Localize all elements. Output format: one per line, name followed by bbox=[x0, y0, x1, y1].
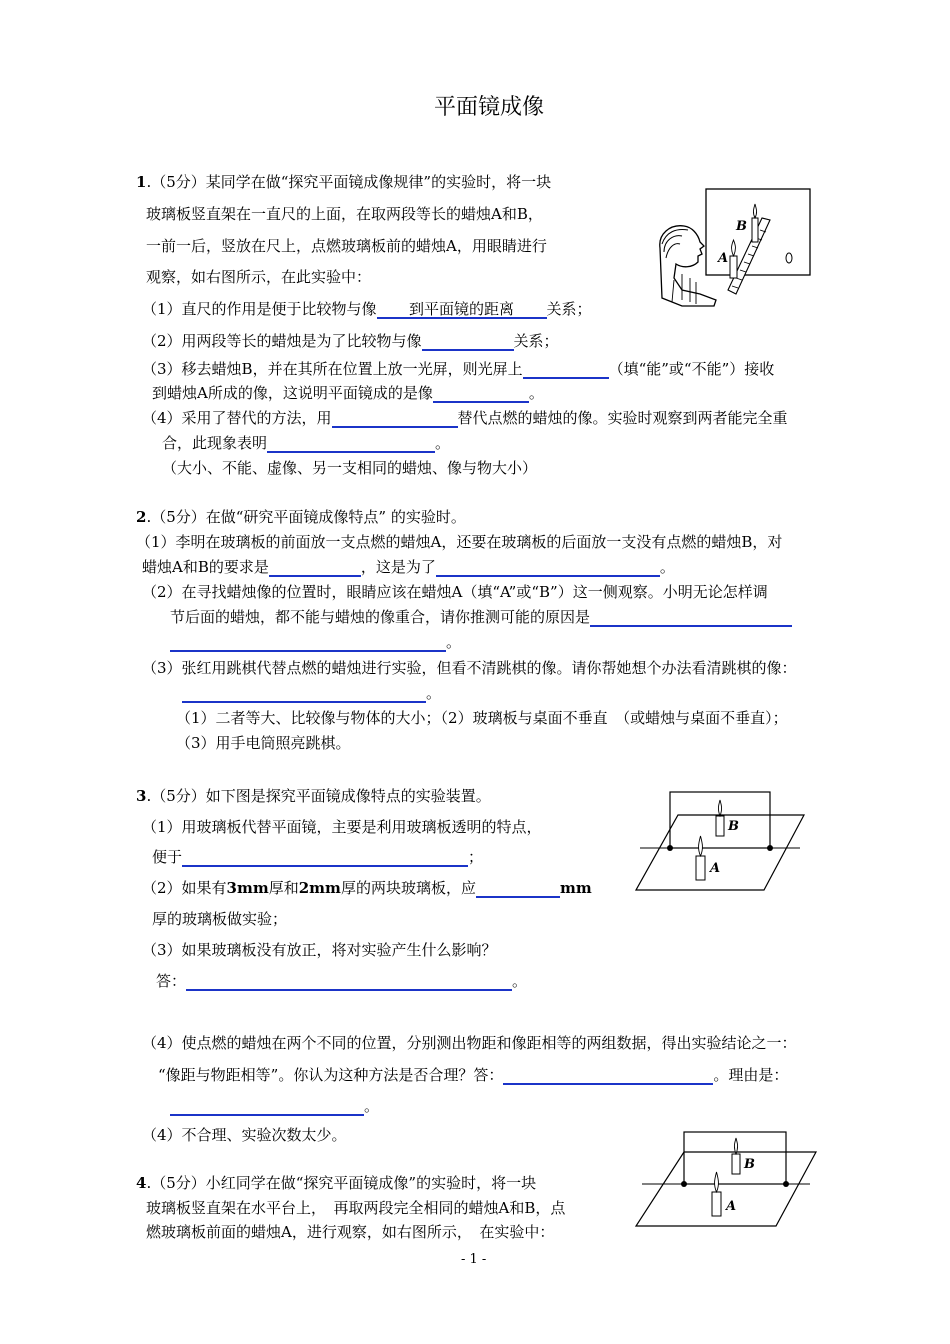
q1-part-1 bbox=[142, 299, 592, 319]
q1-part-4-end: 。 bbox=[435, 434, 451, 452]
q3-part-4-line-1: （4）使点燃的蜡烛在两个不同的位置，分别测出物距和像距相等的两组数据，得出实验结论之一： bbox=[142, 1034, 797, 1052]
q1-part-3-suffix: （填“能”或“不能”）接收 bbox=[608, 360, 775, 378]
q2-part-2-line-2 bbox=[170, 607, 792, 627]
q3-part-3-line-1: （3）如果玻璃板没有放正，将对实验产生什么影响？ bbox=[142, 941, 497, 959]
q2-part-2-end: 。 bbox=[446, 633, 462, 651]
q3-part-1-line-2 bbox=[152, 847, 483, 867]
q2-answer-line-1: （1）二者等大、比较像与物体的大小；（2）玻璃板与桌面不垂直 （或蜡烛与桌面不垂直）； bbox=[176, 709, 788, 727]
q1-part-4-line-2 bbox=[162, 433, 450, 453]
q1-stem-text-1: 某同学在做“探究平面镜成像规律”的实验时，将一块 bbox=[205, 173, 552, 191]
q1-part-4-prompt: （4）采用了替代的方法，用 bbox=[142, 409, 332, 427]
q4-stem-line-1: 4.（5分）小红同学在做“探究平面镜成像”的实验时，将一块 bbox=[136, 1174, 537, 1192]
q3-part-1-line-1: （1）用玻璃板代替平面镜，主要是利用玻璃板透明的特点， bbox=[142, 818, 542, 836]
q3-part-3-blank[interactable] bbox=[186, 971, 512, 991]
q1-answer: （大小、不能、虚像、另一支相同的蜡烛、像与物大小） bbox=[162, 459, 538, 477]
q2-part-1-blank-2[interactable] bbox=[436, 557, 660, 577]
q2-part-2-prompt: 节后面的蜡烛，都不能与蜡烛的像重合，请你推测可能的原因是 bbox=[170, 608, 591, 626]
q2-part-1-prompt: 蜡烛A和B的要求是 bbox=[142, 558, 269, 576]
q3-part-1-prompt: 便于 bbox=[152, 848, 183, 866]
q3-part-2-line-2: 厚的玻璃板做实验； bbox=[152, 910, 288, 928]
q1-stem-line-3: 一前一后，竖放在尺上，点燃玻璃板前的蜡烛A，用眼睛进行 bbox=[146, 237, 547, 255]
q1-part-2 bbox=[142, 331, 559, 351]
q1-part-3-blank-2[interactable] bbox=[433, 383, 529, 403]
q3-figure-label-b: B bbox=[728, 819, 739, 834]
page-title: 平面镜成像 bbox=[434, 95, 545, 120]
q1-part-1-prompt: （1）直尺的作用是便于比较物与像 bbox=[142, 300, 377, 318]
q2-score: （5分） bbox=[151, 508, 206, 526]
q3-part-2-text-2: 厚的两块玻璃板，应 bbox=[340, 879, 476, 897]
q1-part-1-answer-blank[interactable]: 到平面镜的距离 bbox=[377, 299, 547, 319]
q1-part-3-end: 。 bbox=[528, 384, 544, 402]
q3-part-2-thickness-2mm: 2mm bbox=[298, 879, 341, 897]
q3-part-4-line-2 bbox=[158, 1065, 788, 1085]
q3-part-2-blank[interactable] bbox=[476, 878, 560, 898]
q3-part-3-prompt: 答： bbox=[156, 972, 187, 990]
q3-stem-text: 如下图是探究平面镜成像特点的实验装置。 bbox=[205, 787, 491, 805]
q1-stem-line-4: 观察，如右图所示，在此实验中： bbox=[146, 268, 372, 286]
q1-part-4-blank-2[interactable] bbox=[267, 433, 435, 453]
q2-stem: 2.（5分）在做“研究平面镜成像特点” 的实验时。 bbox=[136, 508, 466, 526]
q2-part-3-blank[interactable] bbox=[182, 683, 426, 703]
q4-stem-line-2: 玻璃板竖直架在水平台上， 再取两段完全相同的蜡烛A和B，点 bbox=[146, 1199, 566, 1217]
q4-stem-text-1: 小红同学在做“探究平面镜成像”的实验时，将一块 bbox=[205, 1174, 537, 1192]
q1-figure-label-a: A bbox=[718, 251, 729, 266]
q3-part-2-unit: mm bbox=[559, 879, 592, 897]
q1-part-3-blank-1[interactable] bbox=[523, 359, 609, 379]
q1-figure bbox=[652, 182, 822, 308]
q2-stem-text: 在做“研究平面镜成像特点” 的实验时。 bbox=[205, 508, 466, 526]
q4-figure-label-b: B bbox=[744, 1157, 755, 1172]
q2-part-2-line-3 bbox=[170, 632, 461, 652]
q3-part-2-prompt: （2）如果有 bbox=[142, 879, 227, 897]
q1-part-2-suffix: 关系； bbox=[513, 332, 559, 350]
q3-part-4-blank-2[interactable] bbox=[170, 1096, 364, 1116]
q3-part-2-thickness-3mm: 3mm bbox=[226, 879, 269, 897]
q3-part-3-line-2 bbox=[156, 971, 527, 991]
q3-part-4-blank-1[interactable] bbox=[503, 1065, 713, 1085]
page-number: - 1 - bbox=[461, 1252, 487, 1267]
q3-figure bbox=[630, 790, 810, 896]
q1-part-4-line-1 bbox=[142, 408, 788, 428]
q2-part-2-line-1: （2）在寻找蜡烛像的位置时，眼睛应该在蜡烛A（填“A”或“B”）这一侧观察。小明无论怎样调 bbox=[142, 583, 768, 601]
q3-part-4-suffix: 。理由是： bbox=[713, 1066, 789, 1084]
q1-figure-label-b: B bbox=[736, 219, 747, 234]
q3-part-3-end: 。 bbox=[512, 972, 528, 990]
q2-answer-line-2: （3）用手电筒照亮跳棋。 bbox=[176, 734, 351, 752]
q3-figure-label-a: A bbox=[710, 861, 721, 876]
q1-part-4-prompt-2: 合，此现象表明 bbox=[162, 434, 268, 452]
q3-part-1-blank[interactable] bbox=[182, 847, 468, 867]
q3-part-2-line-1 bbox=[142, 878, 592, 898]
q4-number: 4 bbox=[136, 1174, 147, 1192]
q2-part-3-line-2 bbox=[182, 683, 441, 703]
q4-figure bbox=[630, 1130, 820, 1228]
q4-stem-line-3: 燃玻璃板前面的蜡烛A，进行观察，如右图所示， 在实验中： bbox=[146, 1223, 555, 1241]
q1-part-4-suffix: 替代点燃的蜡烛的像。实验时观察到两者能完全重 bbox=[457, 409, 788, 427]
q2-number: 2 bbox=[136, 508, 147, 526]
q3-score: （5分） bbox=[151, 787, 206, 805]
q2-part-1-end: 。 bbox=[659, 558, 675, 576]
q3-number: 3 bbox=[136, 787, 147, 805]
q1-score: （5分） bbox=[151, 173, 206, 191]
q3-part-4-line-3 bbox=[170, 1096, 379, 1116]
q1-part-3-line-2 bbox=[152, 383, 544, 403]
q1-part-3-line-1 bbox=[142, 359, 774, 379]
q1-part-2-prompt: （2）用两段等长的蜡烛是为了比较物与像 bbox=[142, 332, 422, 350]
q3-part-2-text-1: 厚和 bbox=[268, 879, 299, 897]
q1-part-3-prompt-2: 到蜡烛A所成的像，这说明平面镜成的是像 bbox=[152, 384, 433, 402]
q2-part-2-blank-1[interactable] bbox=[590, 607, 792, 627]
q1-number: 1 bbox=[136, 173, 147, 191]
q1-part-4-blank-1[interactable] bbox=[332, 408, 458, 428]
q4-figure-label-a: A bbox=[726, 1199, 737, 1214]
q2-part-3-line-1: （3）张红用跳棋代替点燃的蜡烛进行实验，但看不清跳棋的像。请你帮她想个办法看清跳棋的像： bbox=[142, 659, 797, 677]
q1-stem-line-1: 1.（5分）某同学在做“探究平面镜成像规律”的实验时，将一块 bbox=[136, 173, 552, 191]
q3-part-4-prompt: “像距与物距相等”。你认为这种方法是否合理？答： bbox=[158, 1066, 504, 1084]
q2-part-1-mid: ，这是为了 bbox=[360, 558, 436, 576]
q1-part-3-prompt: （3）移去蜡烛B，并在其所在位置上放一光屏，则光屏上 bbox=[142, 360, 523, 378]
q3-stem: 3.（5分）如下图是探究平面镜成像特点的实验装置。 bbox=[136, 787, 491, 805]
q1-stem-line-2: 玻璃板竖直架在一直尺的上面，在取两段等长的蜡烛A和B， bbox=[146, 205, 543, 223]
q2-part-1-blank-1[interactable] bbox=[269, 557, 361, 577]
q2-part-1-line-2 bbox=[142, 557, 675, 577]
q2-part-3-end: 。 bbox=[426, 684, 442, 702]
q2-part-2-blank-2[interactable] bbox=[170, 632, 446, 652]
q1-part-1-suffix: 关系； bbox=[546, 300, 592, 318]
q3-part-4-end: 。 bbox=[364, 1097, 380, 1115]
q1-part-2-blank[interactable] bbox=[422, 331, 514, 351]
q3-answer: （4）不合理、实验次数太少。 bbox=[142, 1126, 347, 1144]
q3-part-1-end: ； bbox=[468, 848, 484, 866]
q4-score: （5分） bbox=[151, 1174, 206, 1192]
q2-part-1-line-1: （1）李明在玻璃板的前面放一支点燃的蜡烛A，还要在玻璃板的后面放一支没有点燃的蜡烛B，对 bbox=[136, 533, 783, 551]
